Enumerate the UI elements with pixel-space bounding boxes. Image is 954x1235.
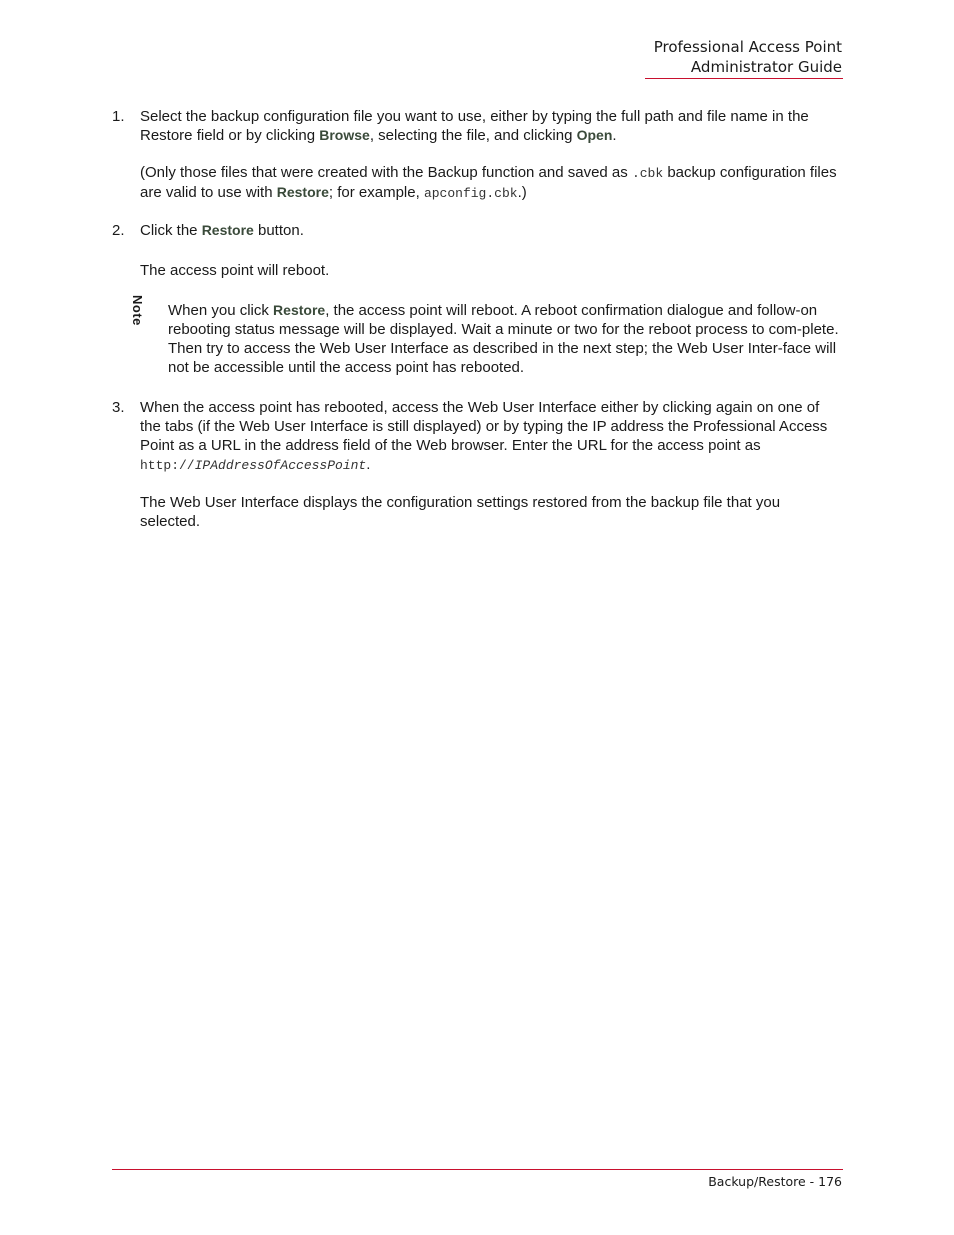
browse-button-ref: Browse (319, 127, 370, 143)
note-label: Note (130, 295, 145, 326)
step-number: 3. (112, 399, 125, 416)
page-header (654, 37, 842, 77)
step-3-detail: The Web User Interface displays the configuration settings restored from the backup file that you selected. (140, 494, 781, 530)
text-run: (Only those files that were created with the Backup function and saved as (140, 164, 632, 181)
step-number: 1. (112, 108, 125, 125)
text-run: . (366, 456, 371, 473)
restore-button-ref: Restore (201, 222, 254, 238)
step-1-instruction (140, 107, 844, 145)
text-run: , selecting the file, and clicking (369, 127, 577, 144)
step-2 (112, 221, 844, 280)
note-callout (112, 295, 844, 377)
text-run: .) (517, 184, 527, 201)
text-run: Click the (140, 222, 202, 239)
footer-divider (112, 1169, 843, 1170)
code-extension: .cbk (631, 166, 664, 181)
header-title-line1: Professional Access Point (653, 38, 842, 56)
step-1 (112, 107, 844, 203)
step-3-instruction (140, 398, 844, 475)
step-2-instruction (140, 221, 844, 240)
text-run: When the access point has rebooted, access the Web User Interface either by clicking again on one of the tabs (if the Web User Interface is still displayed) or by typing the IP address the Professional Access Point as a URL in the address field of the Web browser. Enter the URL for the access point as (140, 399, 828, 454)
text-run: ; for example, (328, 184, 424, 201)
code-filename: apconfig.cbk (423, 186, 518, 201)
open-button-ref: Open (576, 127, 613, 143)
step-number: 2. (112, 222, 125, 239)
step-3 (112, 398, 844, 531)
header-title-line2: Administrator Guide (690, 58, 842, 76)
code-url-prefix: http:// (140, 458, 195, 473)
code-url-host: IPAddressOfAccessPoint (194, 458, 367, 473)
text-run: backup configuration files are valid to use with (140, 164, 837, 201)
text-run: When you click (168, 302, 274, 319)
restore-button-ref: Restore (276, 184, 329, 200)
text-run: . (612, 127, 617, 144)
text-run: button. (253, 222, 304, 239)
text-run: Select the backup configuration file you want to use, either by typing the full path and file name in the Restore field or by clicking (140, 108, 809, 144)
restore-button-ref: Restore (273, 302, 326, 318)
step-2-detail: The access point will reboot. (140, 262, 330, 279)
page-content (112, 107, 844, 531)
page-footer: Backup/Restore - 176 (708, 1174, 842, 1189)
header-divider (645, 78, 843, 79)
step-1-detail (140, 163, 844, 203)
note-text (140, 301, 844, 377)
text-run: , the access point will reboot. A reboot confirmation dialogue and follow-on rebooting status message will be displayed. Wait a minute or two for the reboot process to com-plete. Then try to access the Web User Interface as described in the next step; the Web User Inter-face will not be accessible until the access point has rebooted. (168, 302, 839, 376)
